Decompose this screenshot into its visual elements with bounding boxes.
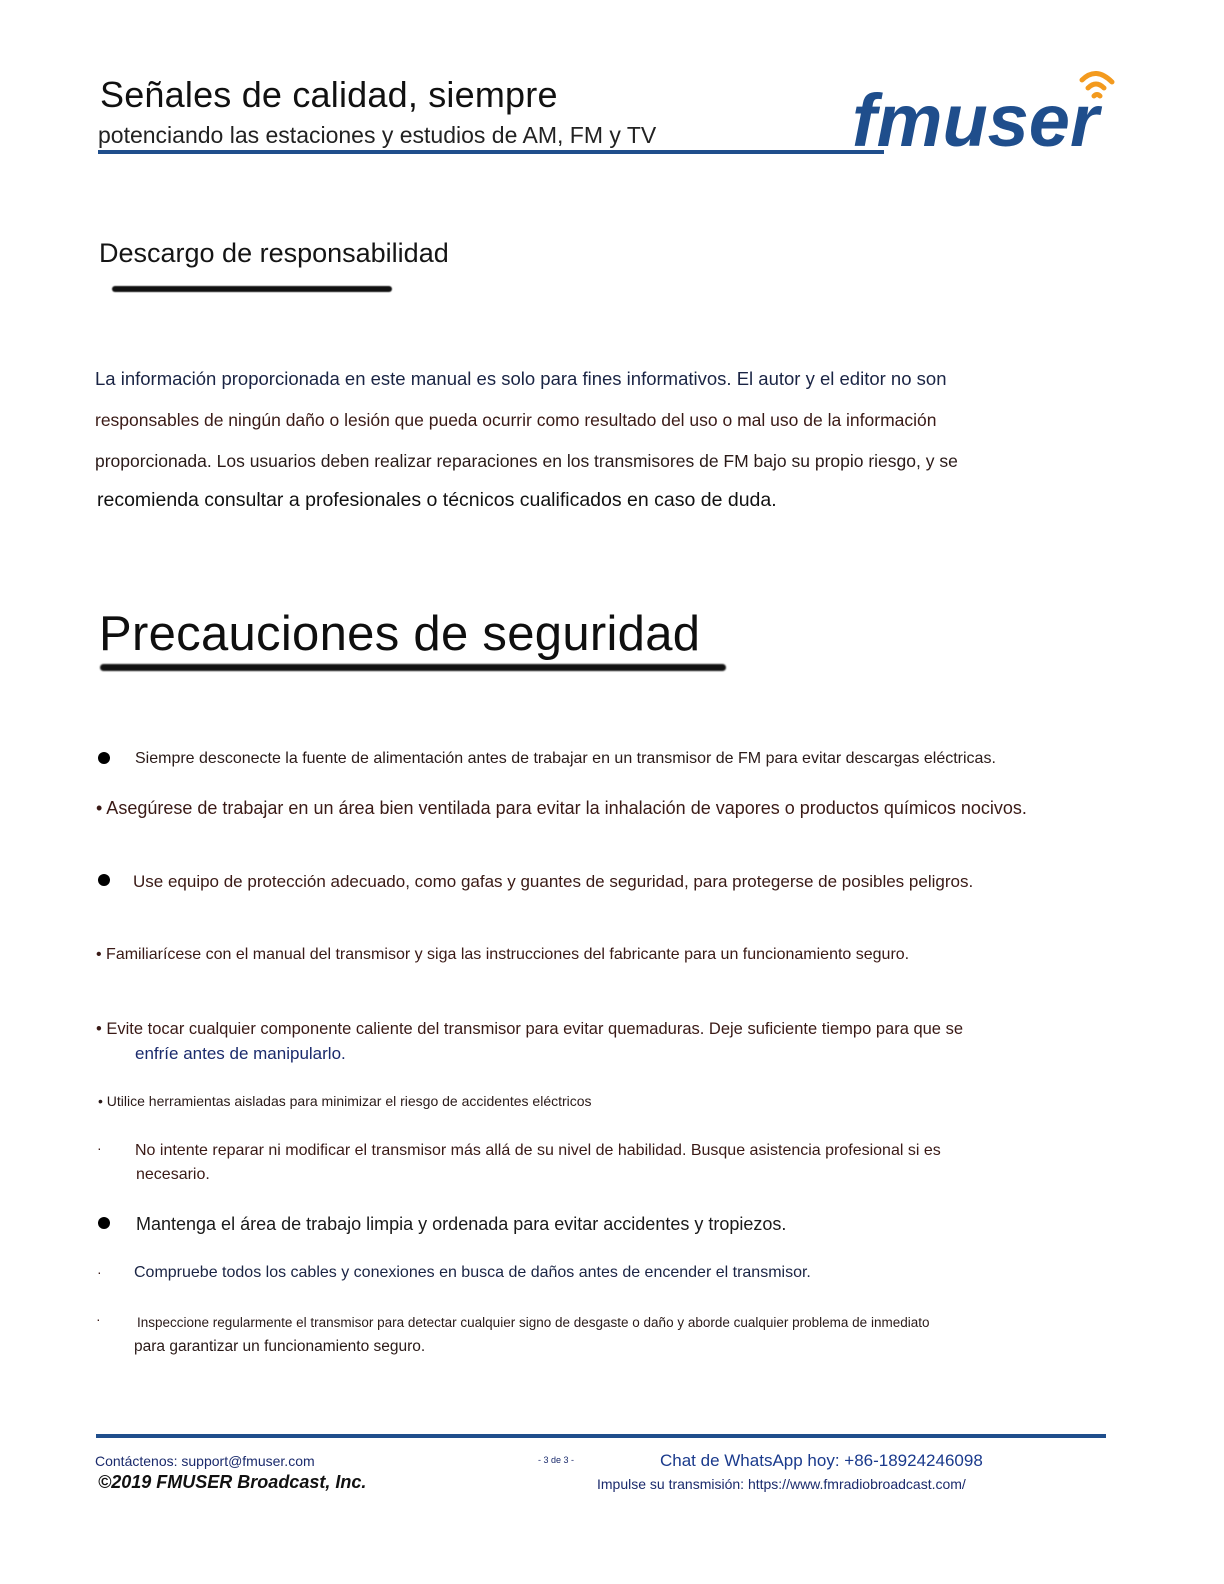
footer-website-link[interactable]: Impulse su transmisión: https://www.fmradiobroadcast.com/ [597, 1476, 966, 1492]
footer-copyright: ©2019 FMUSER Broadcast, Inc. [98, 1472, 367, 1492]
page-number: - 3 de 3 - [538, 1455, 575, 1465]
safety-item: • Familiarícese con el manual del transmisor y siga las instrucciones del fabricante para un funcionamiento seguro. [96, 946, 910, 963]
safety-title: Precauciones de seguridad [99, 607, 701, 661]
safety-item: Mantenga el área de trabajo limpia y ordenada para evitar accidentes y tropiezos. [136, 1214, 787, 1234]
safety-item: Use equipo de protección adecuado, como gafas y guantes de seguridad, para protegerse de posibles peligros. [133, 872, 974, 891]
disclaimer-line: recomienda consultar a profesionales o técnicos cualificados en caso de duda. [97, 489, 777, 511]
safety-underline [100, 664, 726, 671]
disclaimer-underline [112, 286, 392, 292]
disclaimer-title: Descargo de responsabilidad [99, 238, 449, 268]
safety-item: • Asegúrese de trabajar en un área bien ventilada para evitar la inhalación de vapores o productos químicos nocivos. [96, 798, 1027, 818]
safety-item-continuation: necesario. [136, 1166, 210, 1183]
safety-item: • Evite tocar cualquier componente caliente del transmisor para evitar quemaduras. Deje suficiente tiempo para que se [96, 1020, 963, 1038]
header-divider [98, 150, 884, 154]
bullet-icon: · [97, 1264, 102, 1280]
safety-item: No intente reparar ni modificar el transmisor más allá de su nivel de habilidad. Busque asistencia profesional si es [135, 1142, 941, 1159]
bullet-icon: · [97, 1140, 102, 1156]
safety-item: Compruebe todos los cables y conexiones en busca de daños antes de encender el transmisor. [134, 1264, 811, 1281]
safety-item: • Utilice herramientas aisladas para minimizar el riesgo de accidentes eléctricos [98, 1093, 592, 1109]
logo-wordmark: fmuser [852, 79, 1099, 156]
header-subtagline: potenciando las estaciones y estudios de AM, FM y TV [98, 122, 657, 148]
safety-item: Siempre desconecte la fuente de alimentación antes de trabajar en un transmisor de FM para evitar descargas eléctricas. [135, 750, 996, 767]
footer-divider [96, 1434, 1106, 1438]
bullet-icon [98, 752, 110, 764]
fmuser-logo [850, 66, 1150, 156]
safety-item: Inspeccione regularmente el transmisor para detectar cualquier signo de desgaste o daño y aborde cualquier problema de inmediato [137, 1315, 930, 1330]
bullet-icon: · [96, 1311, 101, 1327]
bullet-icon [98, 874, 110, 886]
footer-contact-link[interactable]: Contáctenos: support@fmuser.com [95, 1453, 315, 1469]
safety-item-continuation: para garantizar un funcionamiento seguro. [134, 1338, 426, 1355]
disclaimer-line: La información proporcionada en este manual es solo para fines informativos. El autor y el editor no son [95, 368, 947, 389]
bullet-icon [98, 1217, 110, 1229]
disclaimer-line: responsables de ningún daño o lesión que pueda ocurrir como resultado del uso o mal uso de la información [95, 410, 937, 430]
safety-item-continuation: enfríe antes de manipularlo. [135, 1044, 346, 1063]
header-tagline: Señales de calidad, siempre [100, 74, 558, 115]
footer-whatsapp-link[interactable]: Chat de WhatsApp hoy: +86-18924246098 [660, 1451, 983, 1470]
disclaimer-line: proporcionada. Los usuarios deben realizar reparaciones en los transmisores de FM bajo su propio riesgo, y se [95, 451, 958, 471]
